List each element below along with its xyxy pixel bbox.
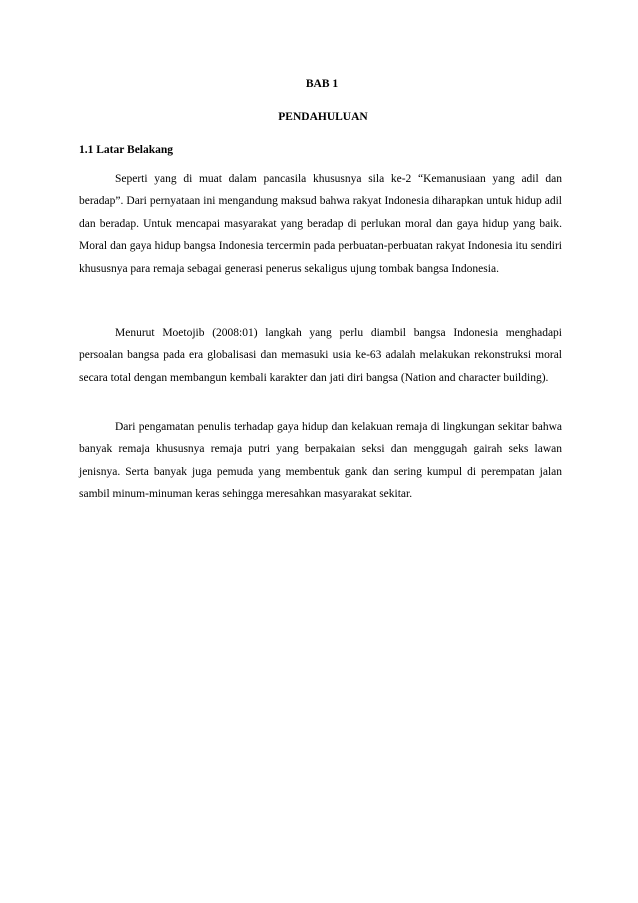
chapter-number: BAB 1 <box>305 78 339 90</box>
chapter-title: PENDAHULUAN <box>278 111 368 123</box>
paragraph-1: Seperti yang di muat dalam pancasila khususnya sila ke-2 “Kemanusiaan yang adil dan beradap”. Dari pernyataan ini mengandung maksud bahwa rakyat Indonesia diharapkan untuk hidup adil dan beradap. Untuk mencapai masyarakat yang beradap di perlukan moral dan gaya hidup yang baik. Moral dan gaya hidup bangsa Indonesia tercermin pada perbuatan-perbuatan rakyat Indonesia itu sendiri khususnya para remaja sebagai generasi penerus sekaligus ujung tombak bangsa Indonesia. <box>79 173 562 275</box>
paragraph-3: Dari pengamatan penulis terhadap gaya hidup dan kelakuan remaja di lingkungan sekitar bahwa banyak remaja khususnya remaja putri yang berpakaian seksi dan menggugah gairah seks lawan jenisnya. Serta banyak juga pemuda yang membentuk gank dan sering kumpul di perempatan jalan sambil minum-minuman keras sehingga meresahkan masyarakat sekitar. <box>79 421 562 501</box>
section-heading: 1.1 Latar Belakang <box>79 144 174 156</box>
paragraph-2: Menurut Moetojib (2008:01) langkah yang perlu diambil bangsa Indonesia menghadapi persoalan bangsa pada era globalisasi dan memasuki usia ke-63 adalah melakukan rekonstruksi moral secara total dengan membangun kembali karakter dan jati diri bangsa (Nation and character building). <box>79 327 562 384</box>
